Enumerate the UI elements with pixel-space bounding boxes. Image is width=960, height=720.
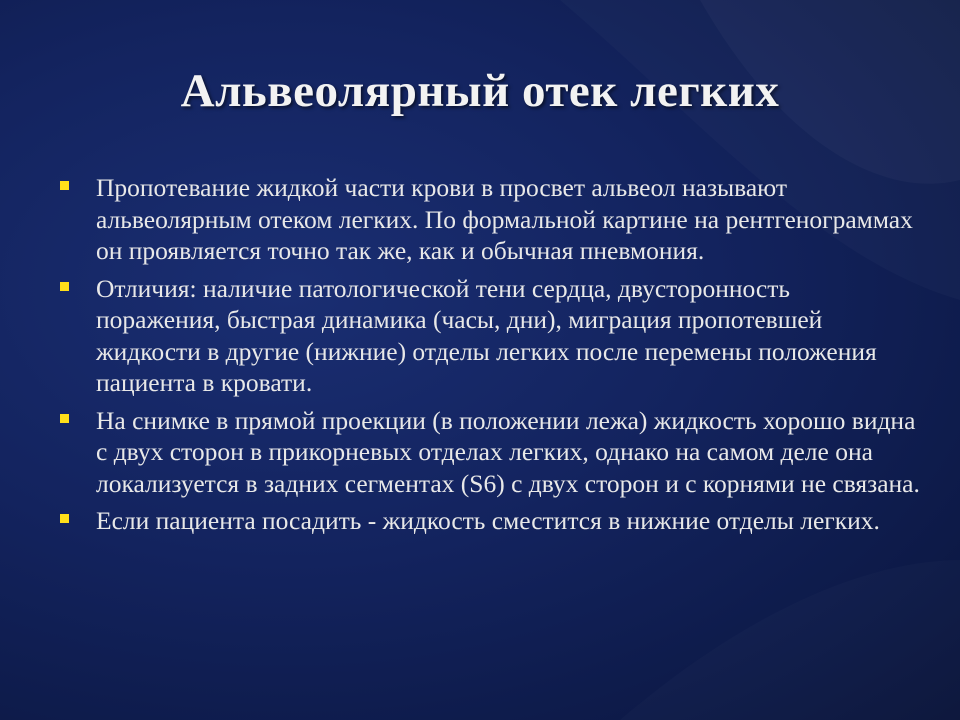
bullet-item bbox=[60, 405, 920, 500]
bullet-text: Если пациента посадить - жидкость сместится в нижние отделы легких. bbox=[96, 506, 880, 535]
slide-title: Альвеолярный отек легких bbox=[180, 65, 780, 117]
bullet-item bbox=[60, 505, 920, 537]
square-bullet-icon bbox=[60, 181, 69, 190]
bullet-text: Отличия: наличие патологической тени сердца, двусторонность поражения, быстрая динамика (часы, дни), миграция пропотевшей жидкости в другие (нижние) отделы легких после перемены положения пациента в кровати. bbox=[96, 273, 877, 397]
square-bullet-icon bbox=[60, 514, 69, 523]
bullet-item bbox=[60, 273, 920, 399]
bullet-text: На снимке в прямой проекции (в положении лежа) жидкость хорошо видна с двух сторон в прикорневых отделах легких, однако на самом деле она локализуется в задних сегментах (S6) с двух сторон и с корнями не связана. bbox=[96, 405, 920, 498]
square-bullet-icon bbox=[60, 282, 69, 291]
bullet-text: Пропотевание жидкой части крови в просвет альвеол называют альвеолярным отеком легких. По формальной картине на рентгенограммах он проявляется точно так же, как и обычная пневмония. bbox=[96, 173, 913, 265]
bullet-list bbox=[60, 172, 920, 543]
bullet-item bbox=[60, 172, 920, 267]
square-bullet-icon bbox=[60, 414, 69, 423]
